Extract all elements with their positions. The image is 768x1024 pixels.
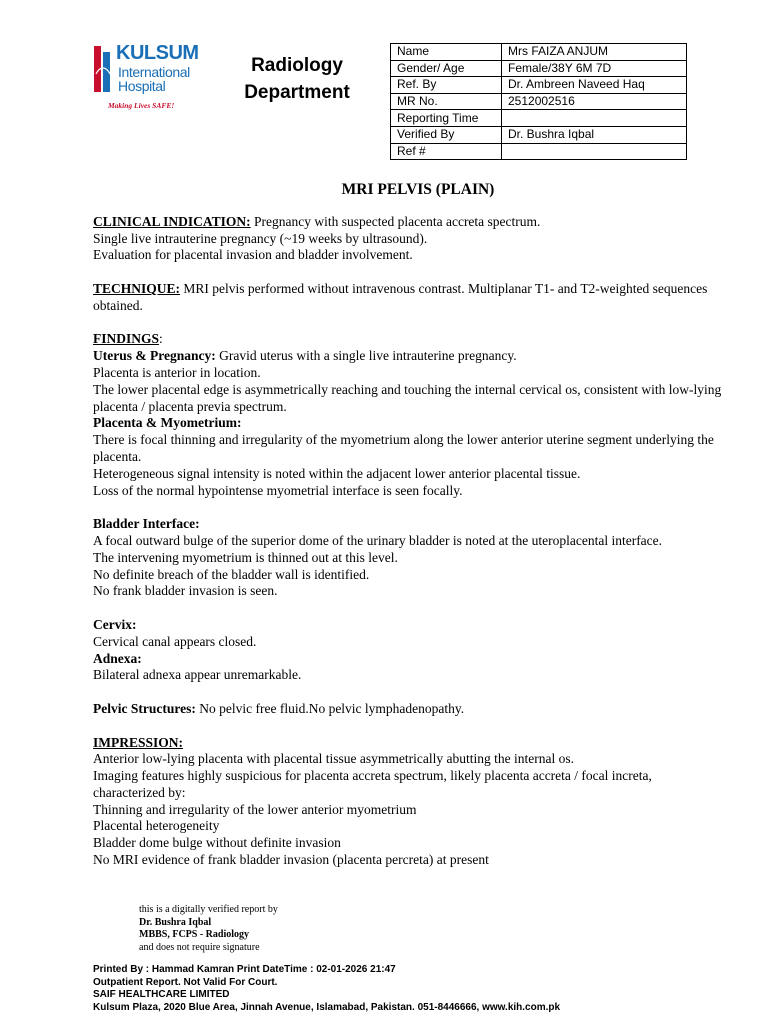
clinical-line: Evaluation for placental invasion and bladder involvement. [93,247,413,263]
placenta-line: Loss of the normal hypointense myometrial interface is seen focally. [93,482,463,498]
hospital-name-line2: International [118,64,190,80]
department-title [232,52,362,106]
adnexa-text: Bilateral adnexa appear unremarkable. [93,667,302,683]
info-label: MR No. [391,93,502,110]
impression-heading: IMPRESSION: [93,734,184,750]
printed-by: Printed By : Hammad Kamran Print DateTime : 02-01-2026 21:47 [93,964,396,975]
table-row [391,77,687,94]
clinical-line: Single live intrauterine pregnancy (~19 weeks by ultrasound). [93,230,428,246]
info-label: Reporting Time [391,110,502,127]
pelvic-structures [93,701,723,718]
impression-line: Imaging features highly suspicious for placenta accreta spectrum, likely placenta accreta / focal increta, characterized by: [93,768,652,800]
outpatient-note: Outpatient Report. Not Valid For Court. [93,976,278,988]
company-name: SAIF HEALTHCARE LIMITED [93,989,230,1000]
placenta-line: Heterogeneous signal intensity is noted within the adjacent lower anterior placental tissue. [93,465,581,481]
bladder-line: No definite breach of the bladder wall is identified. [93,566,370,582]
hospital-logo [92,44,208,114]
signature-block [139,904,278,954]
signature-note: this is a digitally verified report by [139,904,278,915]
technique-text: MRI pelvis performed without intravenous contrast. Multiplanar T1- and T2-weighted sequences obtained. [93,280,708,313]
table-row [391,44,687,61]
bladder-line: The intervening myometrium is thinned out at this level. [93,549,398,565]
uterus-line: Placenta is anterior in location. [93,364,261,380]
impression-line: Thinning and irregularity of the lower anterior myometrium [93,801,417,817]
impression-line: No MRI evidence of frank bladder invasion (placenta percreta) at present [93,852,489,868]
info-value: Mrs FAIZA ANJUM [502,44,687,61]
findings-colon: : [159,331,163,347]
uterus-text: Gravid uterus with a single live intrauterine pregnancy. [215,348,517,364]
info-value: 2512002516 [502,93,687,110]
uterus-finding [93,348,723,365]
cervix-heading: Cervix: [93,616,137,632]
uterus-heading: Uterus & Pregnancy: [93,348,216,364]
table-row [391,126,687,143]
info-label: Name [391,44,502,61]
info-value [502,143,687,160]
info-value: Dr. Bushra Iqbal [502,126,687,143]
technique-heading: TECHNIQUE: [93,280,181,296]
clinical-heading: CLINICAL INDICATION: [93,213,251,229]
impression-line: Placental heterogeneity [93,818,220,834]
info-label: Verified By [391,126,502,143]
table-row [391,110,687,127]
info-label: Ref. By [391,77,502,94]
department-line1: Radiology [251,55,343,76]
info-value [502,110,687,127]
info-label: Ref # [391,143,502,160]
signature-note2: and does not require signature [139,941,260,953]
table-row [391,143,687,160]
placenta-heading: Placenta & Myometrium: [93,415,242,431]
pelvic-heading: Pelvic Structures: [93,700,196,716]
clinical-indication [93,214,723,231]
findings-heading-line [93,331,723,348]
table-row [391,93,687,110]
hospital-name: KULSUM [116,42,199,64]
findings-heading: FINDINGS [93,331,160,347]
bladder-heading: Bladder Interface: [93,516,200,532]
info-label: Gender/ Age [391,60,502,77]
placenta-line: There is focal thinning and irregularity of the myometrium along the lower anterior uterine segment underlying the placenta. [93,432,714,464]
info-value: Dr. Ambreen Naveed Haq [502,77,687,94]
report-title: MRI PELVIS (PLAIN) [341,181,495,198]
technique [93,281,723,315]
table-row [391,60,687,77]
signature-qualification: MBBS, FCPS - Radiology [139,929,250,940]
clinical-text: Pregnancy with suspected placenta accreta spectrum. [250,213,541,229]
adnexa-heading: Adnexa: [93,650,142,666]
signature-doctor: Dr. Bushra Iqbal [139,916,212,928]
cervix-text: Cervical canal appears closed. [93,633,257,649]
report-footer [93,964,560,1014]
bladder-line: A focal outward bulge of the superior dome of the urinary bladder is noted at the uteroplacental interface. [93,532,663,548]
hospital-tagline: Making Lives SAFE! [108,101,175,110]
uterus-line: The lower placental edge is asymmetrically reaching and touching the internal cervical os, consistent with low-lying placenta / placenta previa spectrum. [93,381,722,414]
info-value: Female/38Y 6M 7D [502,60,687,77]
impression-line: Anterior low-lying placenta with placental tissue asymmetrically abutting the internal os. [93,751,574,767]
bladder-line: No frank bladder invasion is seen. [93,583,278,599]
patient-info-table [390,43,687,160]
hospital-name-line3: Hospital [118,78,166,94]
report-body [93,182,723,869]
company-address: Kulsum Plaza, 2020 Blue Area, Jinnah Avenue, Islamabad, Pakistan. 051-8446666, www.kih.com.pk [93,1001,561,1013]
department-line2: Department [244,82,350,103]
impression-line: Bladder dome bulge without definite invasion [93,835,341,851]
pelvic-text: No pelvic free fluid.No pelvic lymphadenopathy. [195,700,465,716]
